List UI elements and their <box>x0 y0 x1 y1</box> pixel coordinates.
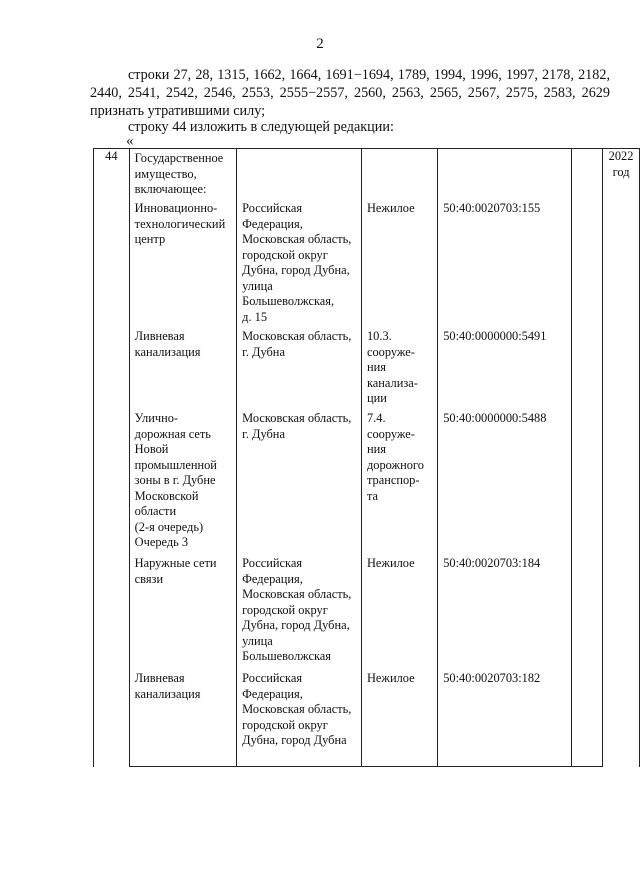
item-cadastral: 50:40:0020703:182 <box>443 671 541 685</box>
table-row <box>94 327 640 409</box>
empty-cell <box>572 669 603 767</box>
item-purpose: Нежилое <box>366 201 415 215</box>
row-number: 44 <box>105 149 118 163</box>
empty-cell <box>361 149 437 200</box>
year-cell <box>603 149 640 767</box>
table-row <box>94 669 640 767</box>
item-cadastral: 50:40:0000000:5488 <box>443 411 547 425</box>
table-header-row <box>94 149 640 200</box>
row-number-cell <box>94 149 130 767</box>
item-name: Инновационно- технологический центр <box>134 201 226 246</box>
empty-cell <box>572 409 603 554</box>
header-name: Государственное имущество, включающее: <box>134 151 224 196</box>
opening-quote: « <box>126 133 134 149</box>
item-name: Ливневая канализация <box>134 671 201 701</box>
page-number: 2 <box>316 36 324 52</box>
year: 2022 год <box>608 149 634 179</box>
item-name: Наружные сети связи <box>134 556 217 586</box>
item-address: Российская Федерация, Московская область, городской округ Дубна, город Дубна, улица Большеволжская <box>242 556 352 663</box>
item-address: Московская область, г. Дубна <box>242 329 352 359</box>
empty-cell <box>572 327 603 409</box>
item-purpose: Нежилое <box>366 671 415 685</box>
empty-cell <box>438 149 572 200</box>
item-purpose: 10.3. сооруже- ния канализа- ции <box>366 329 418 405</box>
item-address: Российская Федерация, Московская область, городской округ Дубна, город Дубна <box>242 671 352 747</box>
header-name-cell <box>129 149 236 200</box>
table-row <box>94 409 640 554</box>
item-purpose: Нежилое <box>366 556 415 570</box>
item-address: Московская область, г. Дубна <box>242 411 352 441</box>
item-cadastral: 50:40:0020703:155 <box>443 201 541 215</box>
table-row <box>94 199 640 327</box>
item-name: Улично- дорожная сеть Новой промышленной зоны в г. Дубне Московской области (2-я очередь) Очередь 3 <box>134 411 217 549</box>
item-name: Ливневая канализация <box>134 329 201 359</box>
item-address: Российская Федерация, Московская область, городской округ Дубна, город Дубна, улица Большеволжская, д. 15 <box>242 201 352 324</box>
empty-cell <box>237 149 362 200</box>
table-row <box>94 554 640 669</box>
item-cadastral: 50:40:0020703:184 <box>443 556 541 570</box>
item-purpose: 7.4. сооруже- ния дорожного транспор- та <box>366 411 424 503</box>
paragraph-repealed-rows: строки 27, 28, 1315, 1662, 1664, 1691−1694, 1789, 1994, 1996, 1997, 2178, 2182, 2440, 2541, 2542, 2546, 2553, 2555−2557, 2560, 2563, 2565, 2567, 2575, 2583, 2629 признать утратившими силу; <box>90 67 610 119</box>
item-cadastral: 50:40:0000000:5491 <box>443 329 547 343</box>
paragraph-row-44-intro: строку 44 изложить в следующей редакции: <box>128 119 394 135</box>
empty-cell <box>572 199 603 327</box>
empty-cell <box>572 554 603 669</box>
property-table <box>93 148 640 767</box>
empty-cell <box>572 149 603 200</box>
